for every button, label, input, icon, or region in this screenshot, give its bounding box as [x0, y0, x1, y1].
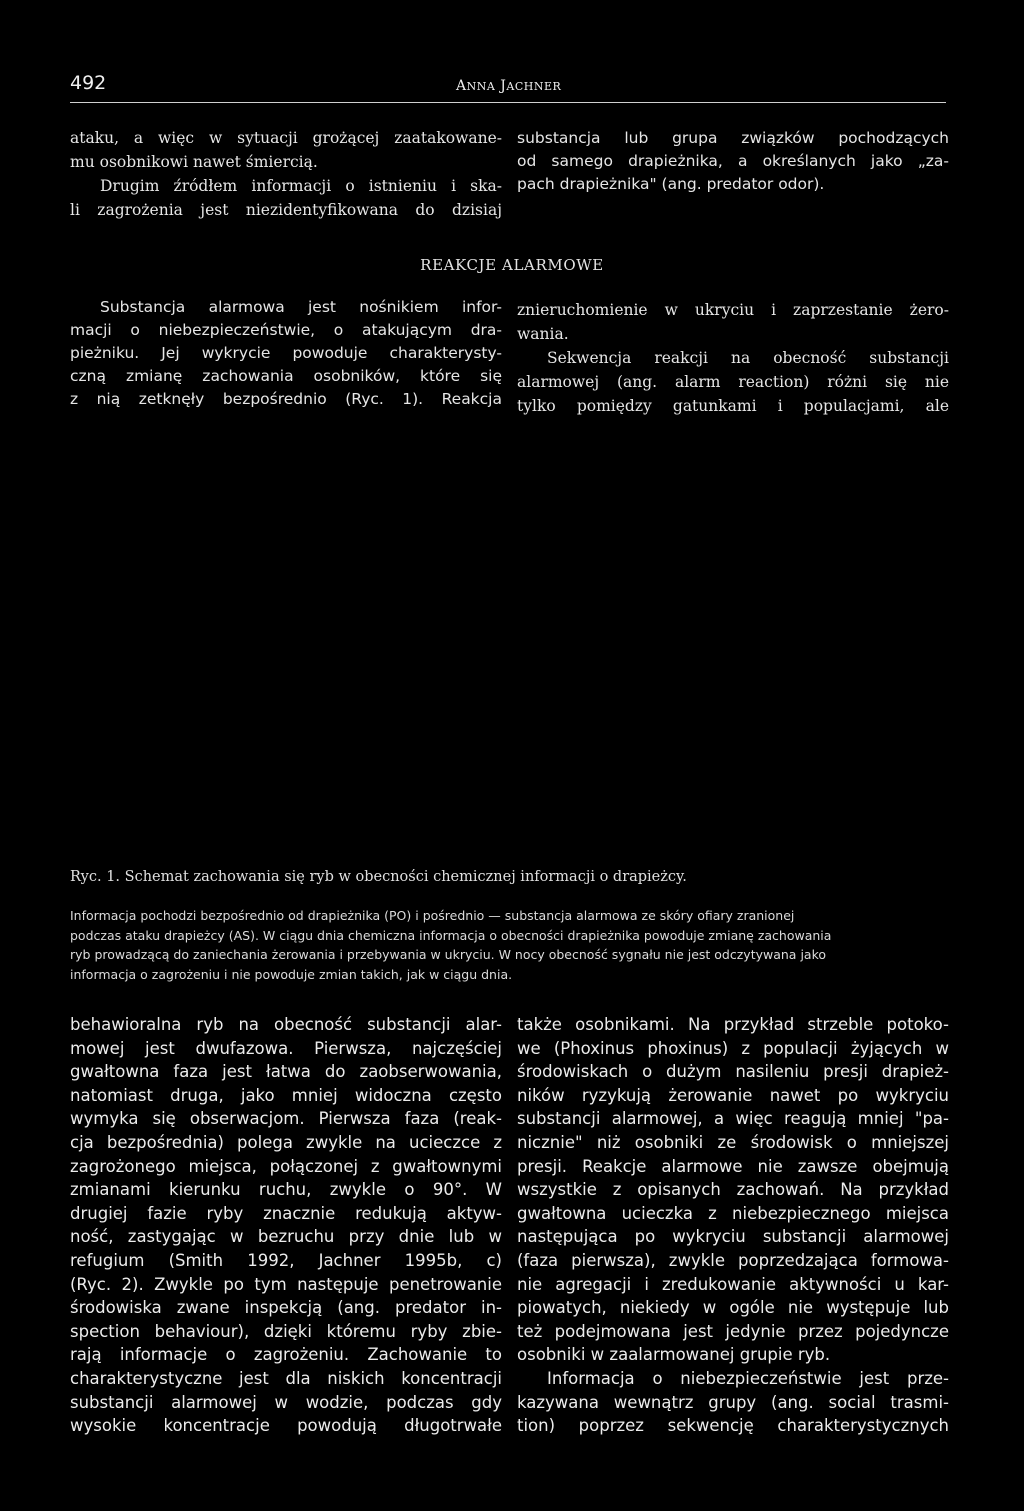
text-line: alarmowej (ang. alarm reaction) różni się nie: [517, 373, 949, 391]
section-title: REAKCJE ALARMOWE: [420, 256, 604, 274]
text-line: (faza pierwsza), zwykle poprzedzająca formowa-: [517, 1250, 949, 1270]
text-line: tylko pomiędzy gatunkami i populacjami, ale: [517, 397, 949, 415]
text-line: wania.: [517, 325, 569, 343]
text-line: cja bezpośrednia) polega zwykle na ucieczce z: [70, 1132, 502, 1152]
mid-right-column: [517, 298, 949, 418]
text-line: Substancja alarmowa jest nośnikiem infor-: [100, 298, 502, 316]
text-line: refugium (Smith 1992, Jachner 1995b, c): [70, 1250, 502, 1270]
running-head-author: [456, 78, 561, 94]
text-line: środowiska zwane inspekcją (ang. predator in-: [70, 1298, 502, 1318]
page-number: 492: [70, 72, 107, 94]
text-line: drugiej fazie ryby znacznie redukują aktyw-: [70, 1203, 502, 1223]
text-line: pach drapieżnika" (ang. predator odor).: [517, 175, 825, 193]
text-line: ników ryzykują żerowanie nawet po wykryciu: [517, 1085, 949, 1105]
text-line: substancji alarmowej w wodzie, podczas gdy: [70, 1392, 502, 1412]
text-line: we (Phoxinus phoxinus) z populacji żyjących w: [517, 1038, 949, 1058]
author-last: JACHNER: [500, 78, 562, 94]
text-line: natomiast druga, jako mniej widoczna często: [70, 1085, 502, 1105]
caption-note-line: podczas ataku drapieżcy (AS). W ciągu dnia chemiczna informacja o obecności drapieżnika powoduje zmianę zachowania: [70, 927, 832, 943]
text-line: substancja lub grupa związków pochodzących: [517, 129, 949, 147]
text-line: z nią zetknęły bezpośrednio (Ryc. 1). Reakcja: [70, 390, 502, 408]
text-line: charakterystyczne jest dla niskich koncentracji: [70, 1368, 502, 1388]
text-line: macji o niebezpieczeństwie, o atakującym dra-: [70, 321, 502, 339]
text-line: środowiskach o dużym nasileniu presji drapież-: [517, 1062, 949, 1082]
text-line: od samego drapieżnika, a określanych jako „za-: [517, 152, 949, 170]
text-line: Informacja o niebezpieczeństwie jest prze-: [547, 1368, 949, 1388]
text-line: zmianami kierunku ruchu, zwykle o 90°. W: [70, 1180, 502, 1200]
caption-note-line: ryb prowadzącą do zaniechania żerowania i przebywania w ukryciu. W nocy obecność sygnału nie jest odczytywana jako: [70, 947, 827, 962]
figure-caption-note: [70, 906, 950, 984]
caption-note-line: Informacja pochodzi bezpośrednio od drapieżnika (PO) i pośrednio — substancja alarmowa ze skóry ofiary zranionej: [70, 908, 795, 923]
text-line: zagrożonego miejsca, połączonej z gwałtownymi: [70, 1156, 502, 1176]
text-line: też podejmowana jest jedynie przez pojedyncze: [517, 1321, 949, 1341]
text-line: ataku, a więc w sytuacji grożącej zaatakowane-: [70, 129, 502, 147]
top-left-column: [70, 126, 502, 222]
bottom-right-column: [517, 1013, 949, 1438]
text-line: także osobnikami. Na przykład strzeble potoko-: [517, 1015, 949, 1034]
text-line: piowatych, niekiedy w ogóle nie występuje lub: [517, 1298, 949, 1318]
text-line: czną zmianę zachowania osobników, które się: [70, 367, 502, 385]
text-line: Drugim źródłem informacji o istnieniu i ska-: [100, 177, 502, 195]
text-line: nie agregacji i zredukowanie aktywności u kar-: [517, 1274, 949, 1294]
bottom-left-column: [70, 1013, 502, 1438]
running-header: [70, 72, 946, 103]
author-first: ANNA: [456, 78, 496, 94]
text-line: substancji alarmowej, a więc reagują mniej "pa-: [517, 1109, 949, 1129]
text-line: presji. Reakcje alarmowe nie zawsze obejmują: [517, 1156, 949, 1176]
caption-note-line: informacja o zagrożeniu i nie powoduje zmian takich, jak w ciągu dnia.: [70, 966, 513, 982]
text-line: spection behaviour), dzięki któremu ryby zbie-: [70, 1321, 502, 1341]
text-line: wszystkie z opisanych zachowań. Na przykład: [517, 1180, 949, 1200]
text-line: wysokie koncentracje powodują długotrwałe: [70, 1416, 502, 1436]
text-line: Sekwencja reakcji na obecność substancji: [547, 349, 949, 367]
text-line: mowej jest dwufazowa. Pierwsza, najczęściej: [70, 1038, 502, 1058]
text-line: rają informacje o zagrożeniu. Zachowanie to: [70, 1345, 502, 1365]
text-line: osobniki w zaalarmowanej grupie ryb.: [517, 1345, 831, 1365]
text-line: gwałtowna ucieczka z niebezpiecznego miejsca: [517, 1203, 949, 1223]
text-line: pieżniku. Jej wykrycie powoduje charakterysty-: [70, 344, 502, 362]
text-line: behawioralna ryb na obecność substancji alar-: [70, 1015, 502, 1034]
text-line: gwałtowna faza jest łatwa do zaobserwowania,: [70, 1062, 502, 1082]
text-line: (Ryc. 2). Zwykle po tym następuje penetrowanie: [70, 1274, 502, 1294]
text-line: wymyka się obserwacjom. Pierwsza faza (reak-: [70, 1109, 502, 1129]
text-line: nicznie" niż osobniki ze środowisk o mniejszej: [517, 1132, 949, 1152]
text-line: tion) poprzez sekwencję charakterystycznych: [517, 1416, 949, 1436]
text-line: znieruchomienie w ukryciu i zaprzestanie żero-: [517, 301, 949, 319]
text-line: ność, zastygając w bezruchu przy dnie lub w: [70, 1227, 502, 1247]
text-line: li zagrożenia jest niezidentyfikowana do dzisiaj: [70, 201, 502, 219]
text-line: kazywana wewnątrz grupy (ang. social trasmi-: [517, 1392, 949, 1412]
text-line: następująca po wykryciu substancji alarmowej: [517, 1227, 949, 1247]
text-line: mu osobnikowi nawet śmiercią.: [70, 153, 318, 171]
top-right-column: [517, 127, 949, 196]
figure-1-area: [70, 440, 946, 860]
figure-caption: Ryc. 1. Schemat zachowania się ryb w obecności chemicznej informacji o drapieżcy.: [70, 869, 687, 885]
mid-left-column: [70, 296, 502, 411]
